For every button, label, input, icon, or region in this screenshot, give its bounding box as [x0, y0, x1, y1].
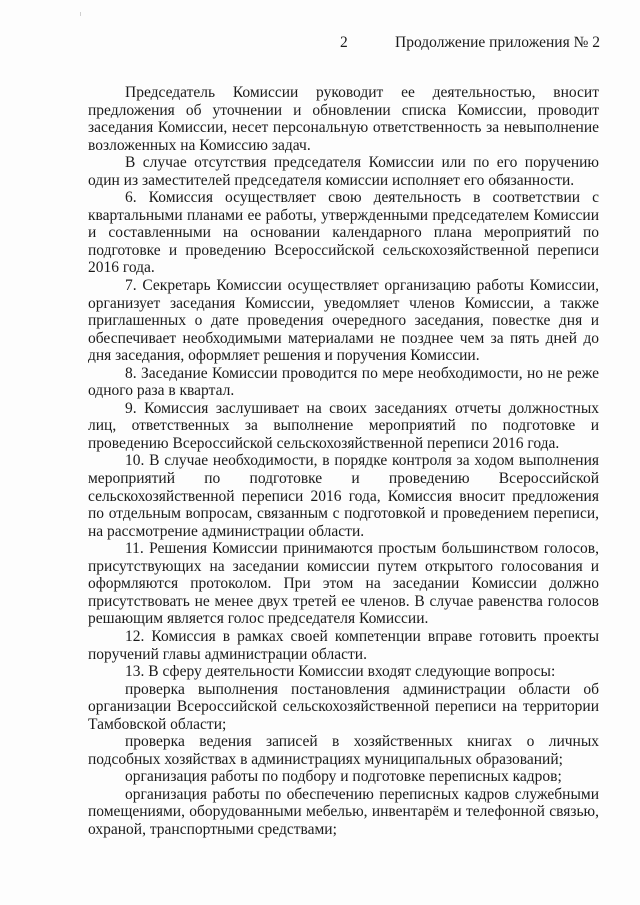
- list-item-decree-check: проверка выполнения постановления администрации области об организации Всероссийской сельскохозяйственной переписи на территории Тамбовской области;: [88, 680, 599, 733]
- continuation-label: Продолжение приложения № 2: [395, 34, 600, 51]
- paragraph-item-11: 11. Решения Комиссии принимаются простым большинством голосов, присутствующих на заседании комиссии путем открытого голосования и оформляются протоколом. При этом на заседании Комиссии должно присутствовать не менее двух третей ее членов. В случае равенства голосов решающим является голос председателя Комиссии.: [88, 540, 599, 628]
- paragraph-item-7: 7. Секретарь Комиссии осуществляет организацию работы Комиссии, организует заседания Комиссии, уведомляет членов Комиссии, а также приглашенных о дате проведения очередного заседания, повестке дня и обеспечивает необходимыми материалами не позднее чем за пять дней до дня заседания, оформляет решения и поручения Комиссии.: [88, 277, 599, 365]
- page-header: [0, 34, 640, 54]
- paragraph-chairman-duties: Председатель Комиссии руководит ее деятельностью, вносит предложения об уточнении и обновлении списка Комиссии, проводит заседания Комиссии, несет персональную ответственность за невыполнение возложенных на Комиссию задач.: [88, 84, 599, 154]
- paragraph-item-8: 8. Заседание Комиссии проводится по мере необходимости, но не реже одного раза в квартал.: [88, 364, 599, 400]
- scan-mark: [80, 12, 81, 16]
- list-item-household-books: проверка ведения записей в хозяйственных книгах о личных подсобных хозяйствах в администрациях муниципальных образований;: [88, 733, 599, 768]
- list-item-staff-selection: организация работы по подбору и подготовке переписных кадров;: [125, 768, 562, 786]
- list-item-staff-facilities: организация работы по обеспечению переписных кадров служебными помещениями, оборудованными мебелью, инвентарём и телефонной связью, охраной, транспортными средствами;: [88, 785, 599, 838]
- paragraph-item-12: 12. Комиссия в рамках своей компетенции вправе готовить проекты поручений главы администрации области.: [88, 627, 599, 663]
- paragraph-item-13: 13. В сферу деятельности Комиссии входят следующие вопросы:: [125, 663, 556, 681]
- paragraph-item-10: 10. В случае необходимости, в порядке контроля за ходом выполнения мероприятий по подготовке и проведению Всероссийской сельскохозяйственной переписи 2016 года, Комиссия вносит предложения по отдельным вопросам, связанным с подготовкой и проведением переписи, на рассмотрение администрации области.: [88, 452, 599, 540]
- document-body: [88, 84, 599, 839]
- paragraph-item-6: 6. Комиссия осуществляет свою деятельность в соответствии с квартальными планами ее работы, утвержденными председателем Комиссии и составленными на основании календарного плана мероприятий по подготовке и проведению Всероссийской сельскохозяйственной переписи 2016 года.: [88, 189, 599, 277]
- paragraph-chairman-absence: В случае отсутствия председателя Комиссии или по его поручению один из заместителей председателя комиссии исполняет его обязанности.: [88, 154, 599, 189]
- page-number: 2: [340, 34, 348, 51]
- paragraph-item-9: 9. Комиссия заслушивает на своих заседаниях отчеты должностных лиц, ответственных за выполнение мероприятий по подготовке и проведению Всероссийской сельскохозяйственной переписи 2016 года.: [88, 399, 599, 452]
